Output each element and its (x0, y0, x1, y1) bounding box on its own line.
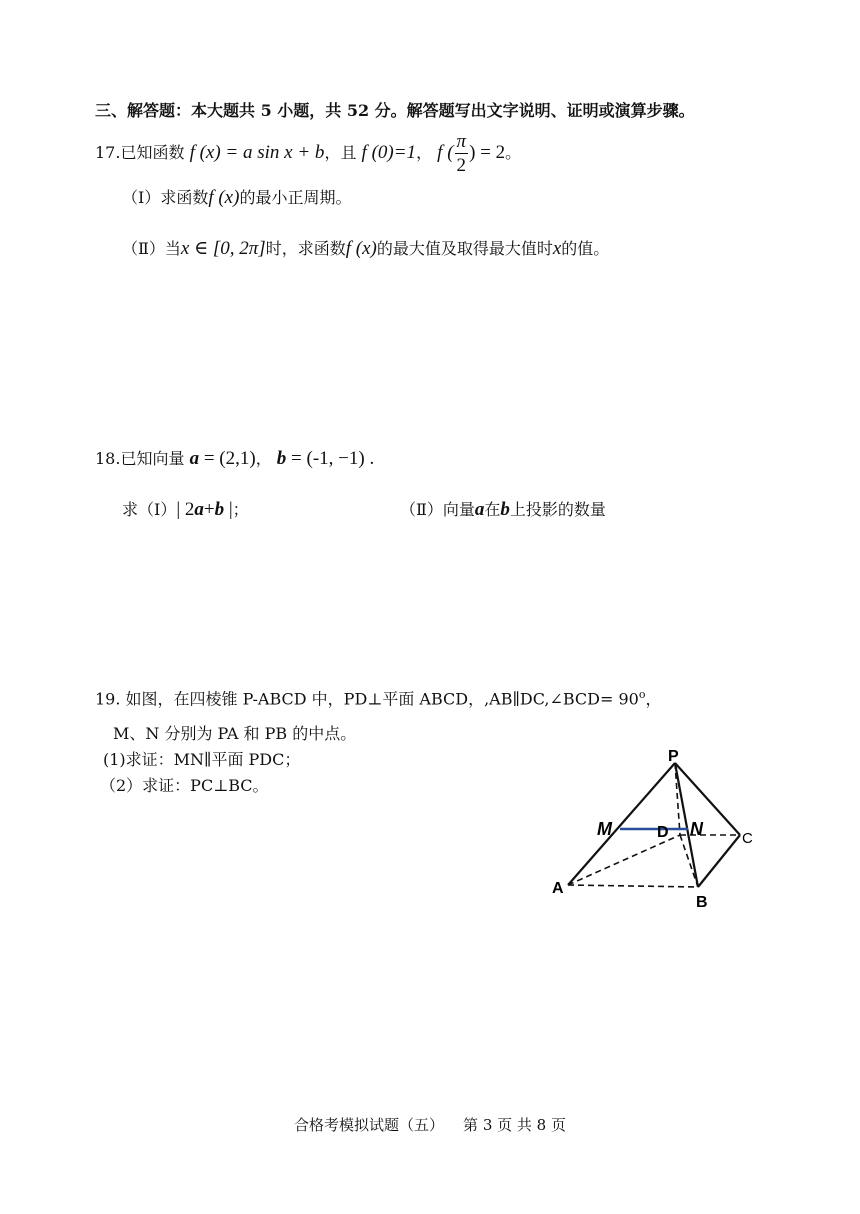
q17-f0-condition: f (0)=1 (361, 141, 417, 163)
edge-AD (568, 835, 680, 885)
degree-symbol: o (638, 688, 646, 701)
q18-part2: （Ⅱ）向量a在b上投影的数量 (400, 499, 606, 520)
vector-b-definition: b = (-1, −1) . (276, 448, 375, 469)
label-D: D (657, 824, 669, 841)
q17-fpi-condition: f ( $\frac{\pi}{2}$ ) = 2 (437, 131, 506, 176)
q17-comma: ， (416, 142, 433, 162)
section-heading: 三、解答题：本大题共 5 小题，共 52 分。解答题写出文字说明、证明或演算步骤。 (95, 101, 695, 120)
q18-number: 18. (95, 449, 121, 468)
q17-part1: （Ⅰ）求函数f (x)的最小正周期。 (122, 187, 352, 208)
pyramid-figure (540, 745, 770, 915)
q17-end-punct: 。 (505, 142, 522, 162)
q18-statement: 18.已知向量 a = (2,1)， b = (-1, −1) . (95, 448, 375, 469)
q19-part2: （2）求证：PC⊥BC。 (100, 776, 269, 795)
label-A: A (552, 880, 564, 897)
q17-and-text: ，且 (324, 142, 357, 162)
q17-part2: （Ⅱ）当x ∈ [0, 2π]时，求函数f (x)的最大值及取得最大值时x的值。 (122, 238, 610, 259)
label-M: M (597, 819, 612, 839)
q18-part1: 求（Ⅰ）| 2a+b |； (122, 499, 249, 520)
q17-number: 17. (95, 142, 121, 162)
label-N: N (690, 819, 703, 839)
q19-statement: 19. 如图，在四棱锥 P-ABCD 中，PD⊥平面 ABCD，,AB∥DC,∠BCD= $90^o$， (95, 688, 662, 709)
label-P: P (668, 748, 679, 765)
q19-part1: (1)求证：MN∥平面 PDC； (103, 750, 301, 769)
q17-function-definition: f (x) = a sin x + b (189, 141, 325, 163)
pi-over-two-fraction: $\frac{\pi}{2}$ (456, 131, 467, 176)
page-footer: 合格考模拟试题（五） 第 3 页 共 8 页 (293, 1116, 566, 1134)
q19-midpoints: M、N 分别为 PA 和 PB 的中点。 (113, 724, 357, 743)
magnitude-expression: | 2a+b | (176, 499, 233, 520)
label-B: B (696, 894, 708, 911)
edge-AB (568, 885, 698, 887)
edge-BC (698, 835, 740, 887)
q17-statement (95, 132, 521, 175)
q17-intro: 已知函数 (120, 142, 185, 162)
label-C: C (742, 830, 753, 847)
vector-a-definition: a = (2,1) (189, 448, 256, 469)
q18-intro: 已知向量 (120, 449, 185, 468)
edge-PC (675, 763, 740, 835)
